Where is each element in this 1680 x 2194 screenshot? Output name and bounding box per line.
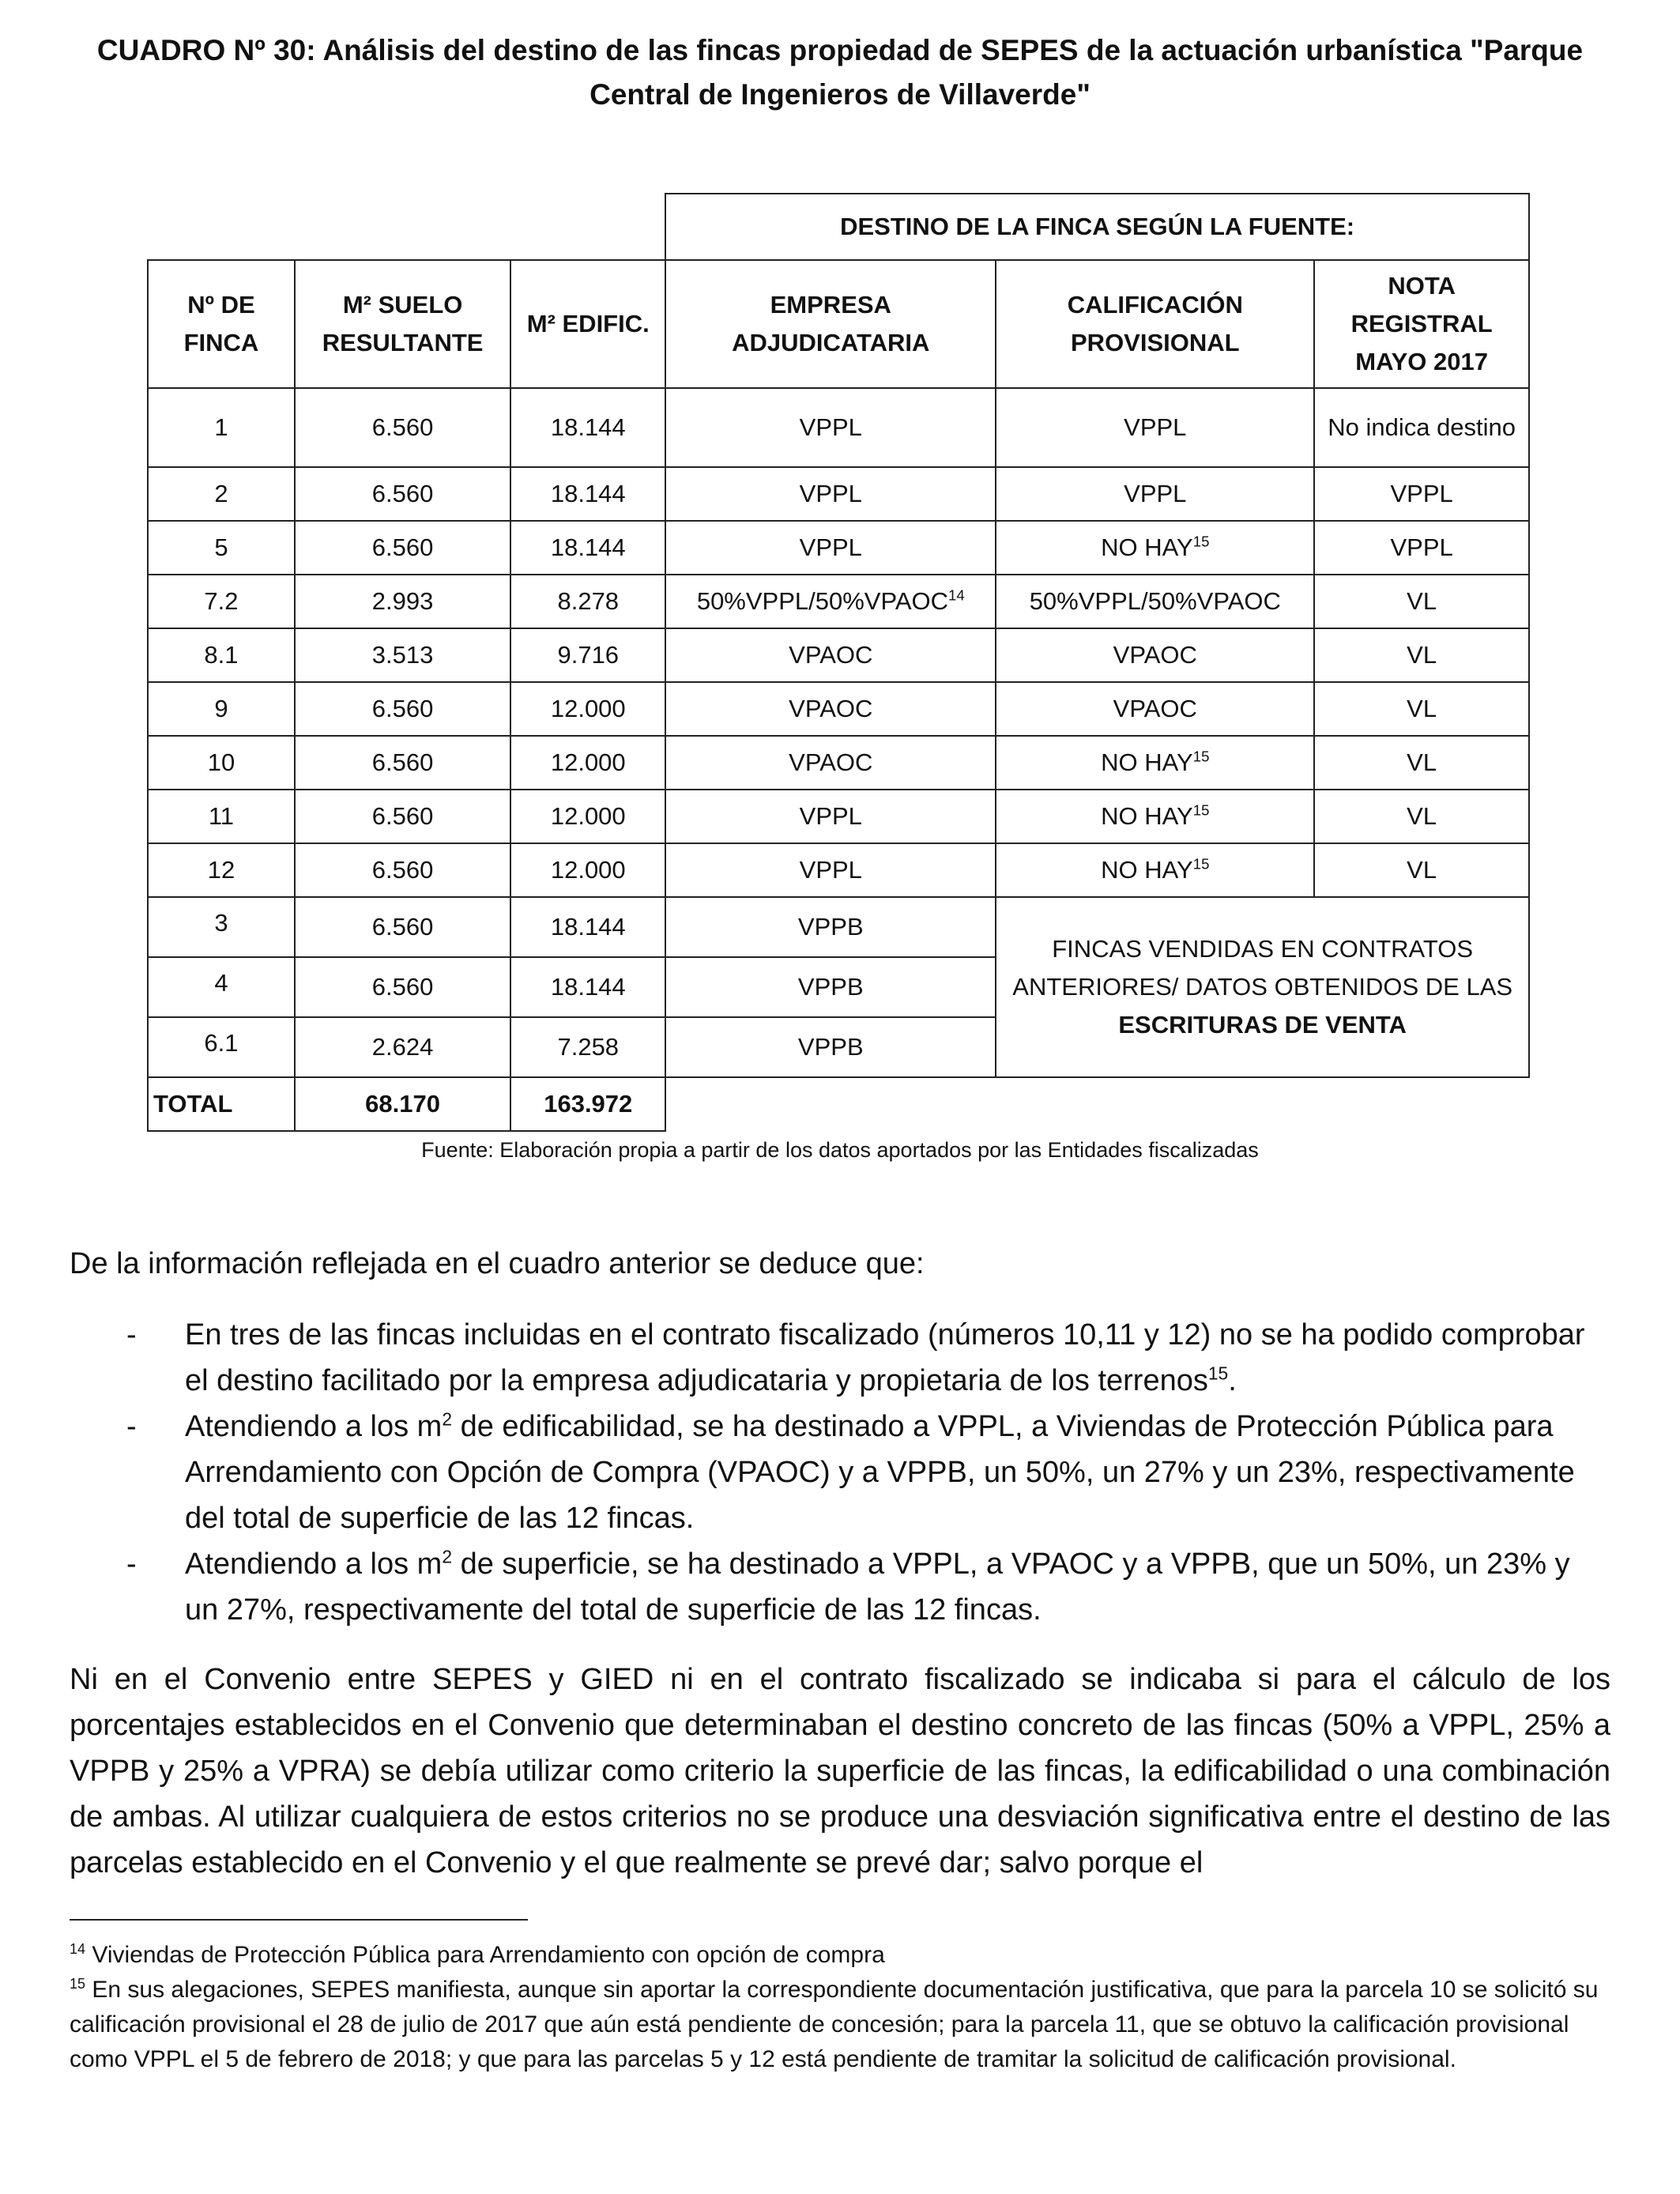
cell-edific: 12.000 xyxy=(510,843,665,897)
cell-empresa: VPPL xyxy=(665,521,996,575)
cell-empresa: VPAOC xyxy=(665,628,996,682)
cell-suelo: 2.624 xyxy=(295,1017,510,1077)
cell-suelo: 6.560 xyxy=(295,957,510,1017)
cell-finca: 3 xyxy=(148,897,295,957)
cell-edific: 12.000 xyxy=(510,682,665,736)
cell-edific: 7.258 xyxy=(510,1017,665,1077)
cell-calificacion: VPAOC xyxy=(996,628,1314,682)
header-calificacion: CALIFICACIÓN PROVISIONAL xyxy=(996,260,1314,388)
table-source: Fuente: Elaboración propia a partir de los datos aportados por las Entidades fiscalizadas xyxy=(421,1138,1259,1162)
footnote-ref: 15 xyxy=(1192,533,1210,550)
table-row xyxy=(148,897,1529,957)
cell-calificacion: NO HAY$^{15}$ xyxy=(996,843,1314,897)
cell-finca: 4 xyxy=(148,957,295,1017)
footnote-number: 15 xyxy=(70,1976,86,1992)
cell-empresa: 50%VPPL/50%VPAOC$^{14}$ xyxy=(665,575,996,628)
cell-empresa: VPPB xyxy=(665,957,996,1017)
list-item xyxy=(70,1404,1610,1541)
table-row xyxy=(148,790,1529,843)
cell-suelo: 6.560 xyxy=(295,388,510,467)
sold-note xyxy=(996,897,1529,1077)
header-nota: NOTA REGISTRAL MAYO 2017 xyxy=(1314,260,1529,388)
cell-nota: VL xyxy=(1314,628,1529,682)
header-finca: Nº DE FINCA xyxy=(148,260,295,388)
bullet-dash: - xyxy=(126,1547,137,1581)
cell-suelo: 6.560 xyxy=(295,521,510,575)
bullet-text: En tres de las fincas incluidas en el contrato fiscalizado (números 10,11 y 12) no se ha podido comprobar el destino facilitado por la empresa adjudicataria y propietaria de los terrenos xyxy=(185,1318,1585,1397)
cell-suelo: 6.560 xyxy=(295,790,510,843)
total-label: TOTAL xyxy=(148,1077,295,1131)
intro-text: De la información reflejada en el cuadro anterior se deduce que: xyxy=(70,1247,925,1280)
data-table xyxy=(147,193,1530,1132)
cell-empresa: VPPL xyxy=(665,843,996,897)
cell-suelo: 2.993 xyxy=(295,575,510,628)
cell-suelo: 6.560 xyxy=(295,897,510,957)
footnote-number: 14 xyxy=(70,1941,86,1957)
cell-edific: 8.278 xyxy=(510,575,665,628)
cell-finca: 2 xyxy=(148,467,295,521)
footnote-ref: 14 xyxy=(948,586,965,604)
footnote-ref: 15 xyxy=(1192,748,1210,765)
body-paragraph: Ni en el Convenio entre SEPES y GIED ni en el contrato fiscalizado se indicaba si para el cálculo de los porcentajes establecidos en el Convenio que determinaban el destino concreto de las fincas (50% a VPPL, 25% a VPPB y 25% a VPRA) se debía utilizar como criterio la superficie de las fincas, la edificabilidad o una combinación de ambas. Al utilizar cualquiera de estos criterios no se produce una desviación significativa entre el destino de las parcelas establecido en el Convenio y el que realmente se prevé dar; salvo porque el xyxy=(70,1663,1610,1879)
cell-nota: No indica destino xyxy=(1314,388,1529,467)
cell-edific: 18.144 xyxy=(510,957,665,1017)
cell-edific: 12.000 xyxy=(510,736,665,790)
superscript: 2 xyxy=(442,1546,453,1567)
cell-calificacion: 50%VPPL/50%VPAOC xyxy=(996,575,1314,628)
footnote-ref: 15 xyxy=(1192,801,1210,819)
cell-calificacion: VPAOC xyxy=(996,682,1314,736)
table-row xyxy=(148,575,1529,628)
cell-edific: 18.144 xyxy=(510,521,665,575)
bullet-list xyxy=(70,1312,1610,1633)
cell-empresa: VPPB xyxy=(665,1017,996,1077)
cell-finca: 7.2 xyxy=(148,575,295,628)
table-title: CUADRO Nº 30: Análisis del destino de las fincas propiedad de SEPES de la actuación urbanística "Parque Central de Ingenieros de Villaverde" xyxy=(96,34,1584,111)
group-header: DESTINO DE LA FINCA SEGÚN LA FUENTE: xyxy=(665,194,1529,260)
sold-note-bold: ESCRITURAS DE VENTA xyxy=(1118,1011,1407,1039)
cell-finca: 9 xyxy=(148,682,295,736)
cell-suelo: 6.560 xyxy=(295,467,510,521)
footnote-ref: 15 xyxy=(1192,855,1210,873)
bullet-pre: Atendiendo a los m xyxy=(185,1547,443,1581)
table-row xyxy=(148,682,1529,736)
cell-edific: 18.144 xyxy=(510,388,665,467)
bullet-dash: - xyxy=(126,1318,137,1351)
cell-edific: 9.716 xyxy=(510,628,665,682)
bullet-pre: Atendiendo a los m xyxy=(185,1410,443,1443)
bullet-text: de edificabilidad, se ha destinado a VPPL, a Viviendas de Protección Pública para Arrendamiento con Opción de Compra (VPAOC) y a VPPB, un 50%, un 27% y un 23%, respectivamente del total de superficie de las 12 fincas. xyxy=(185,1410,1575,1535)
bullet-text: de superficie, se ha destinado a VPPL, a VPAOC y a VPPB, que un 50%, un 23% y un 27%, respectivamente del total de superficie de las 12 fincas. xyxy=(185,1547,1570,1627)
table-row xyxy=(148,843,1529,897)
table-row xyxy=(148,388,1529,467)
cell-empresa: VPPL xyxy=(665,467,996,521)
cell-finca: 6.1 xyxy=(148,1017,295,1077)
cell-finca: 8.1 xyxy=(148,628,295,682)
cell-finca: 11 xyxy=(148,790,295,843)
bullet-dash: - xyxy=(126,1410,137,1443)
footnote-text: En sus alegaciones, SEPES manifiesta, aunque sin aportar la correspondiente documentación justificativa, que para la parcela 10 se solicitó su calificación provisional el 28 de julio de 2017 que aún está pendiente de concesión; para la parcela 11, que se obtuvo la calificación provisional como VPPL el 5 de febrero de 2018; y que para las parcelas 5 y 12 está pendiente de tramitar la solicitud de calificación provisional. xyxy=(70,1977,1599,2072)
cell-empresa: VPAOC xyxy=(665,736,996,790)
bullet-end: . xyxy=(1228,1364,1237,1397)
sold-note-line: ANTERIORES/ DATOS OBTENIDOS DE LAS xyxy=(1012,973,1513,1001)
cell-nota: VL xyxy=(1314,790,1529,843)
cell-edific: 12.000 xyxy=(510,790,665,843)
cell-finca: 5 xyxy=(148,521,295,575)
cell-nota: VL xyxy=(1314,682,1529,736)
header-edific: M² EDIFIC. xyxy=(510,260,665,388)
header-empresa: EMPRESA ADJUDICATARIA xyxy=(665,260,996,388)
cell-calificacion: NO HAY$^{15}$ xyxy=(996,790,1314,843)
cell-suelo: 6.560 xyxy=(295,682,510,736)
cell-suelo: 6.560 xyxy=(295,843,510,897)
cell-empresa: VPPL xyxy=(665,388,996,467)
cell-calificacion: VPPL xyxy=(996,388,1314,467)
cell-empresa: VPPB xyxy=(665,897,996,957)
list-item xyxy=(70,1312,1610,1404)
cell-finca: 1 xyxy=(148,388,295,467)
footnote-ref: 15 xyxy=(1207,1363,1229,1384)
cell-calificacion: NO HAY$^{15}$ xyxy=(996,736,1314,790)
header-suelo: M² SUELO RESULTANTE xyxy=(295,260,510,388)
cell-calificacion: VPPL xyxy=(996,467,1314,521)
cell-nota: VPPL xyxy=(1314,521,1529,575)
table-row xyxy=(148,521,1529,575)
list-item xyxy=(70,1541,1610,1633)
cell-nota: VL xyxy=(1314,736,1529,790)
total-row xyxy=(148,1077,1529,1131)
footnote-divider xyxy=(70,1919,528,1921)
footnotes xyxy=(70,1938,1610,2077)
cell-empresa: VPPL xyxy=(665,790,996,843)
footnote xyxy=(70,1973,1610,2077)
cell-finca: 12 xyxy=(148,843,295,897)
total-suelo: 68.170 xyxy=(295,1077,510,1131)
table-row xyxy=(148,628,1529,682)
table-row xyxy=(148,467,1529,521)
cell-nota: VL xyxy=(1314,843,1529,897)
cell-edific: 18.144 xyxy=(510,467,665,521)
table-row xyxy=(148,736,1529,790)
cell-finca: 10 xyxy=(148,736,295,790)
cell-edific: 18.144 xyxy=(510,897,665,957)
cell-nota: VPPL xyxy=(1314,467,1529,521)
cell-calificacion: NO HAY$^{15}$ xyxy=(996,521,1314,575)
total-edific: 163.972 xyxy=(510,1077,665,1131)
footnote xyxy=(70,1938,1610,1973)
footnote-text: Viviendas de Protección Pública para Arrendamiento con opción de compra xyxy=(85,1942,885,1968)
superscript: 2 xyxy=(442,1408,453,1430)
cell-nota: VL xyxy=(1314,575,1529,628)
sold-note-line: FINCAS VENDIDAS EN CONTRATOS xyxy=(1052,935,1474,963)
cell-empresa: VPAOC xyxy=(665,682,996,736)
cell-suelo: 3.513 xyxy=(295,628,510,682)
cell-suelo: 6.560 xyxy=(295,736,510,790)
